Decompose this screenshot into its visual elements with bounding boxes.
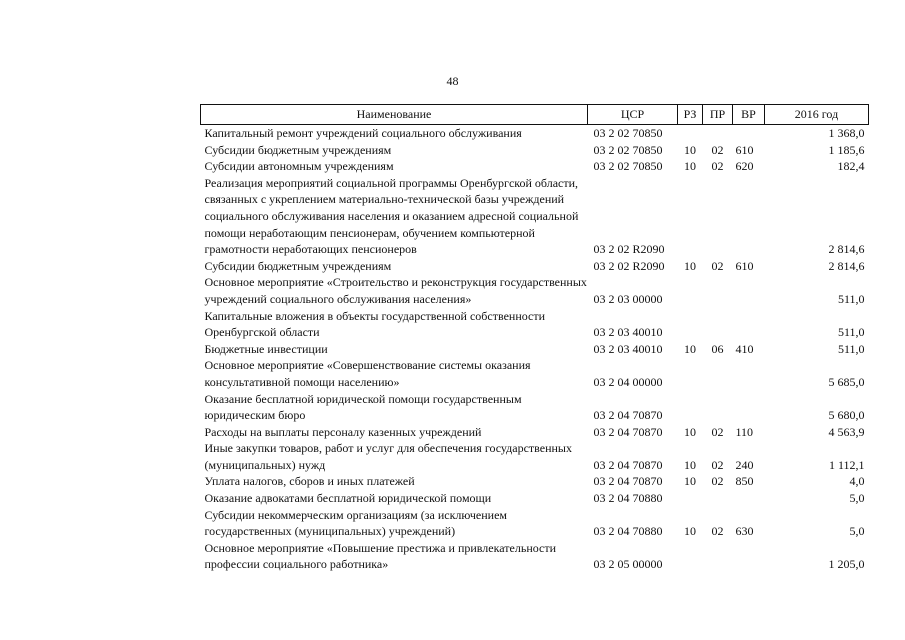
column-header-year: 2016 год: [765, 105, 869, 125]
cell-pr: 02: [711, 457, 724, 472]
cell-pr: [703, 274, 733, 307]
cell-name: Основное мероприятие «Строительство и реконструкция государственных учреждений социального обслуживания населения»: [204, 275, 587, 306]
cell-vr: [733, 540, 765, 573]
cell-csr: 03 2 04 70880: [593, 524, 663, 539]
table-row: [201, 175, 869, 258]
cell-name: Оказание адвокатами бесплатной юридической помощи: [204, 491, 492, 506]
table-row: [201, 258, 869, 275]
cell-pr: [703, 308, 733, 341]
cell-rz: 10: [684, 159, 696, 174]
cell-value: 1 112,1: [828, 457, 865, 472]
cell-rz: [678, 274, 703, 307]
cell-rz: 10: [684, 524, 696, 539]
cell-vr: [733, 490, 765, 507]
table-header-row: [201, 105, 869, 125]
cell-rz: 10: [684, 142, 696, 157]
cell-pr: 02: [711, 524, 724, 539]
column-header-pr: ПР: [703, 105, 733, 125]
cell-value: 511,0: [837, 341, 865, 356]
cell-vr: [733, 391, 765, 424]
cell-name: Иные закупки товаров, работ и услуг для обеспечения государственных (муниципальных) нужд: [204, 441, 572, 472]
table-row: [201, 341, 869, 358]
cell-rz: 10: [684, 457, 696, 472]
cell-value: 4,0: [849, 474, 865, 489]
cell-csr: 03 2 02 70850: [593, 159, 663, 174]
cell-name: Реализация мероприятий социальной программы Оренбургской области, связанных с укреплением материально-технической базы учреждений социального обслуживания населения и оказанием адресной социальной помощи неработающим пенсионерам, обучением компьютерной грамотности неработающих пенсионеров: [204, 175, 579, 257]
cell-pr: 02: [711, 424, 724, 439]
cell-name: Основное мероприятие «Повышение престижа и привлекательности профессии социального работника»: [204, 540, 557, 572]
budget-table: [200, 104, 869, 573]
cell-name: Бюджетные инвестиции: [204, 341, 328, 356]
cell-value: 1 368,0: [828, 126, 865, 140]
cell-value: 5,0: [849, 491, 865, 506]
cell-vr: 630: [735, 524, 754, 539]
cell-rz: 10: [684, 474, 696, 489]
cell-value: 5 680,0: [828, 408, 865, 423]
table-row: [201, 473, 869, 490]
table-row: [201, 125, 869, 142]
cell-name: Расходы на выплаты персоналу казенных учреждений: [204, 424, 482, 439]
cell-csr: 03 2 02 70850: [593, 126, 663, 140]
cell-value: 511,0: [837, 325, 865, 340]
cell-csr: 03 2 05 00000: [593, 557, 663, 572]
column-header-csr: ЦСР: [588, 105, 678, 125]
cell-vr: [733, 274, 765, 307]
cell-pr: 02: [711, 258, 724, 273]
cell-pr: [703, 175, 733, 258]
cell-csr: 03 2 04 70880: [593, 491, 663, 506]
cell-csr: 03 2 02 70850: [593, 142, 663, 157]
column-header-vr: ВР: [733, 105, 765, 125]
table-row: [201, 391, 869, 424]
cell-pr: [703, 540, 733, 573]
cell-vr: 620: [735, 159, 754, 174]
cell-value: 182,4: [837, 159, 865, 174]
cell-vr: 240: [735, 457, 754, 472]
cell-name: Субсидии некоммерческим организациям (за исключением государственных (муниципальных) учреждений): [204, 507, 508, 539]
cell-vr: 610: [735, 142, 754, 157]
cell-name: Капитальный ремонт учреждений социального обслуживания: [204, 126, 522, 140]
cell-name: Оказание бесплатной юридической помощи государственным юридическим бюро: [204, 391, 522, 423]
table-row: [201, 308, 869, 341]
cell-csr: 03 2 04 70870: [593, 408, 663, 423]
cell-csr: 03 2 04 70870: [593, 424, 663, 439]
cell-pr: 02: [711, 474, 724, 489]
cell-rz: 10: [684, 424, 696, 439]
table-row: [201, 142, 869, 159]
cell-rz: [678, 391, 703, 424]
table-row: [201, 490, 869, 507]
column-header-name: Наименование: [201, 105, 588, 125]
cell-vr: 110: [735, 424, 754, 439]
cell-vr: [733, 308, 765, 341]
cell-rz: [678, 125, 703, 142]
cell-vr: [733, 357, 765, 390]
cell-pr: 06: [711, 341, 724, 356]
table-row: [201, 357, 869, 390]
cell-csr: 03 2 02 R2090: [593, 242, 665, 257]
cell-value: 2 814,6: [828, 258, 865, 273]
table-row: [201, 158, 869, 175]
cell-csr: 03 2 03 40010: [593, 325, 663, 340]
cell-name: Субсидии автономным учреждениям: [204, 159, 394, 174]
column-header-rz: РЗ: [678, 105, 703, 125]
table-body: [201, 125, 869, 574]
cell-value: 2 814,6: [828, 242, 865, 257]
page-number: 48: [446, 74, 459, 88]
cell-pr: [703, 391, 733, 424]
cell-pr: [703, 357, 733, 390]
cell-rz: 10: [684, 341, 696, 356]
cell-csr: 03 2 04 00000: [593, 374, 663, 389]
cell-rz: [678, 175, 703, 258]
cell-rz: 10: [684, 258, 696, 273]
table-row: [201, 540, 869, 573]
cell-csr: 03 2 03 00000: [593, 291, 663, 306]
cell-name: Субсидии бюджетным учреждениям: [204, 258, 392, 273]
cell-vr: 610: [735, 258, 754, 273]
table-row: [201, 507, 869, 540]
cell-value: 1 205,0: [828, 557, 865, 572]
cell-value: 4 563,9: [828, 424, 865, 439]
cell-csr: 03 2 04 70870: [593, 474, 663, 489]
cell-name: Капитальные вложения в объекты государственной собственности Оренбургской области: [204, 308, 546, 340]
cell-vr: [733, 125, 765, 142]
cell-name: Основное мероприятие «Совершенствование системы оказания консультативной помощи населению»: [204, 358, 531, 389]
cell-value: 511,0: [837, 291, 865, 306]
cell-rz: [678, 540, 703, 573]
cell-rz: [678, 308, 703, 341]
cell-name: Субсидии бюджетным учреждениям: [204, 142, 392, 157]
cell-vr: 410: [735, 341, 754, 356]
cell-vr: 850: [735, 474, 754, 489]
table-row: [201, 274, 869, 307]
cell-name: Уплата налогов, сборов и иных платежей: [204, 474, 415, 489]
table-row: [201, 440, 869, 473]
cell-pr: [703, 125, 733, 142]
cell-rz: [678, 357, 703, 390]
cell-csr: 03 2 02 R2090: [593, 258, 665, 273]
cell-vr: [733, 175, 765, 258]
cell-csr: 03 2 03 40010: [593, 341, 663, 356]
cell-pr: 02: [711, 142, 724, 157]
cell-rz: [678, 490, 703, 507]
cell-pr: [703, 490, 733, 507]
cell-value: 1 185,6: [828, 142, 865, 157]
cell-value: 5,0: [849, 524, 865, 539]
cell-value: 5 685,0: [828, 374, 865, 389]
cell-pr: 02: [711, 159, 724, 174]
table-row: [201, 424, 869, 441]
cell-csr: 03 2 04 70870: [593, 457, 663, 472]
